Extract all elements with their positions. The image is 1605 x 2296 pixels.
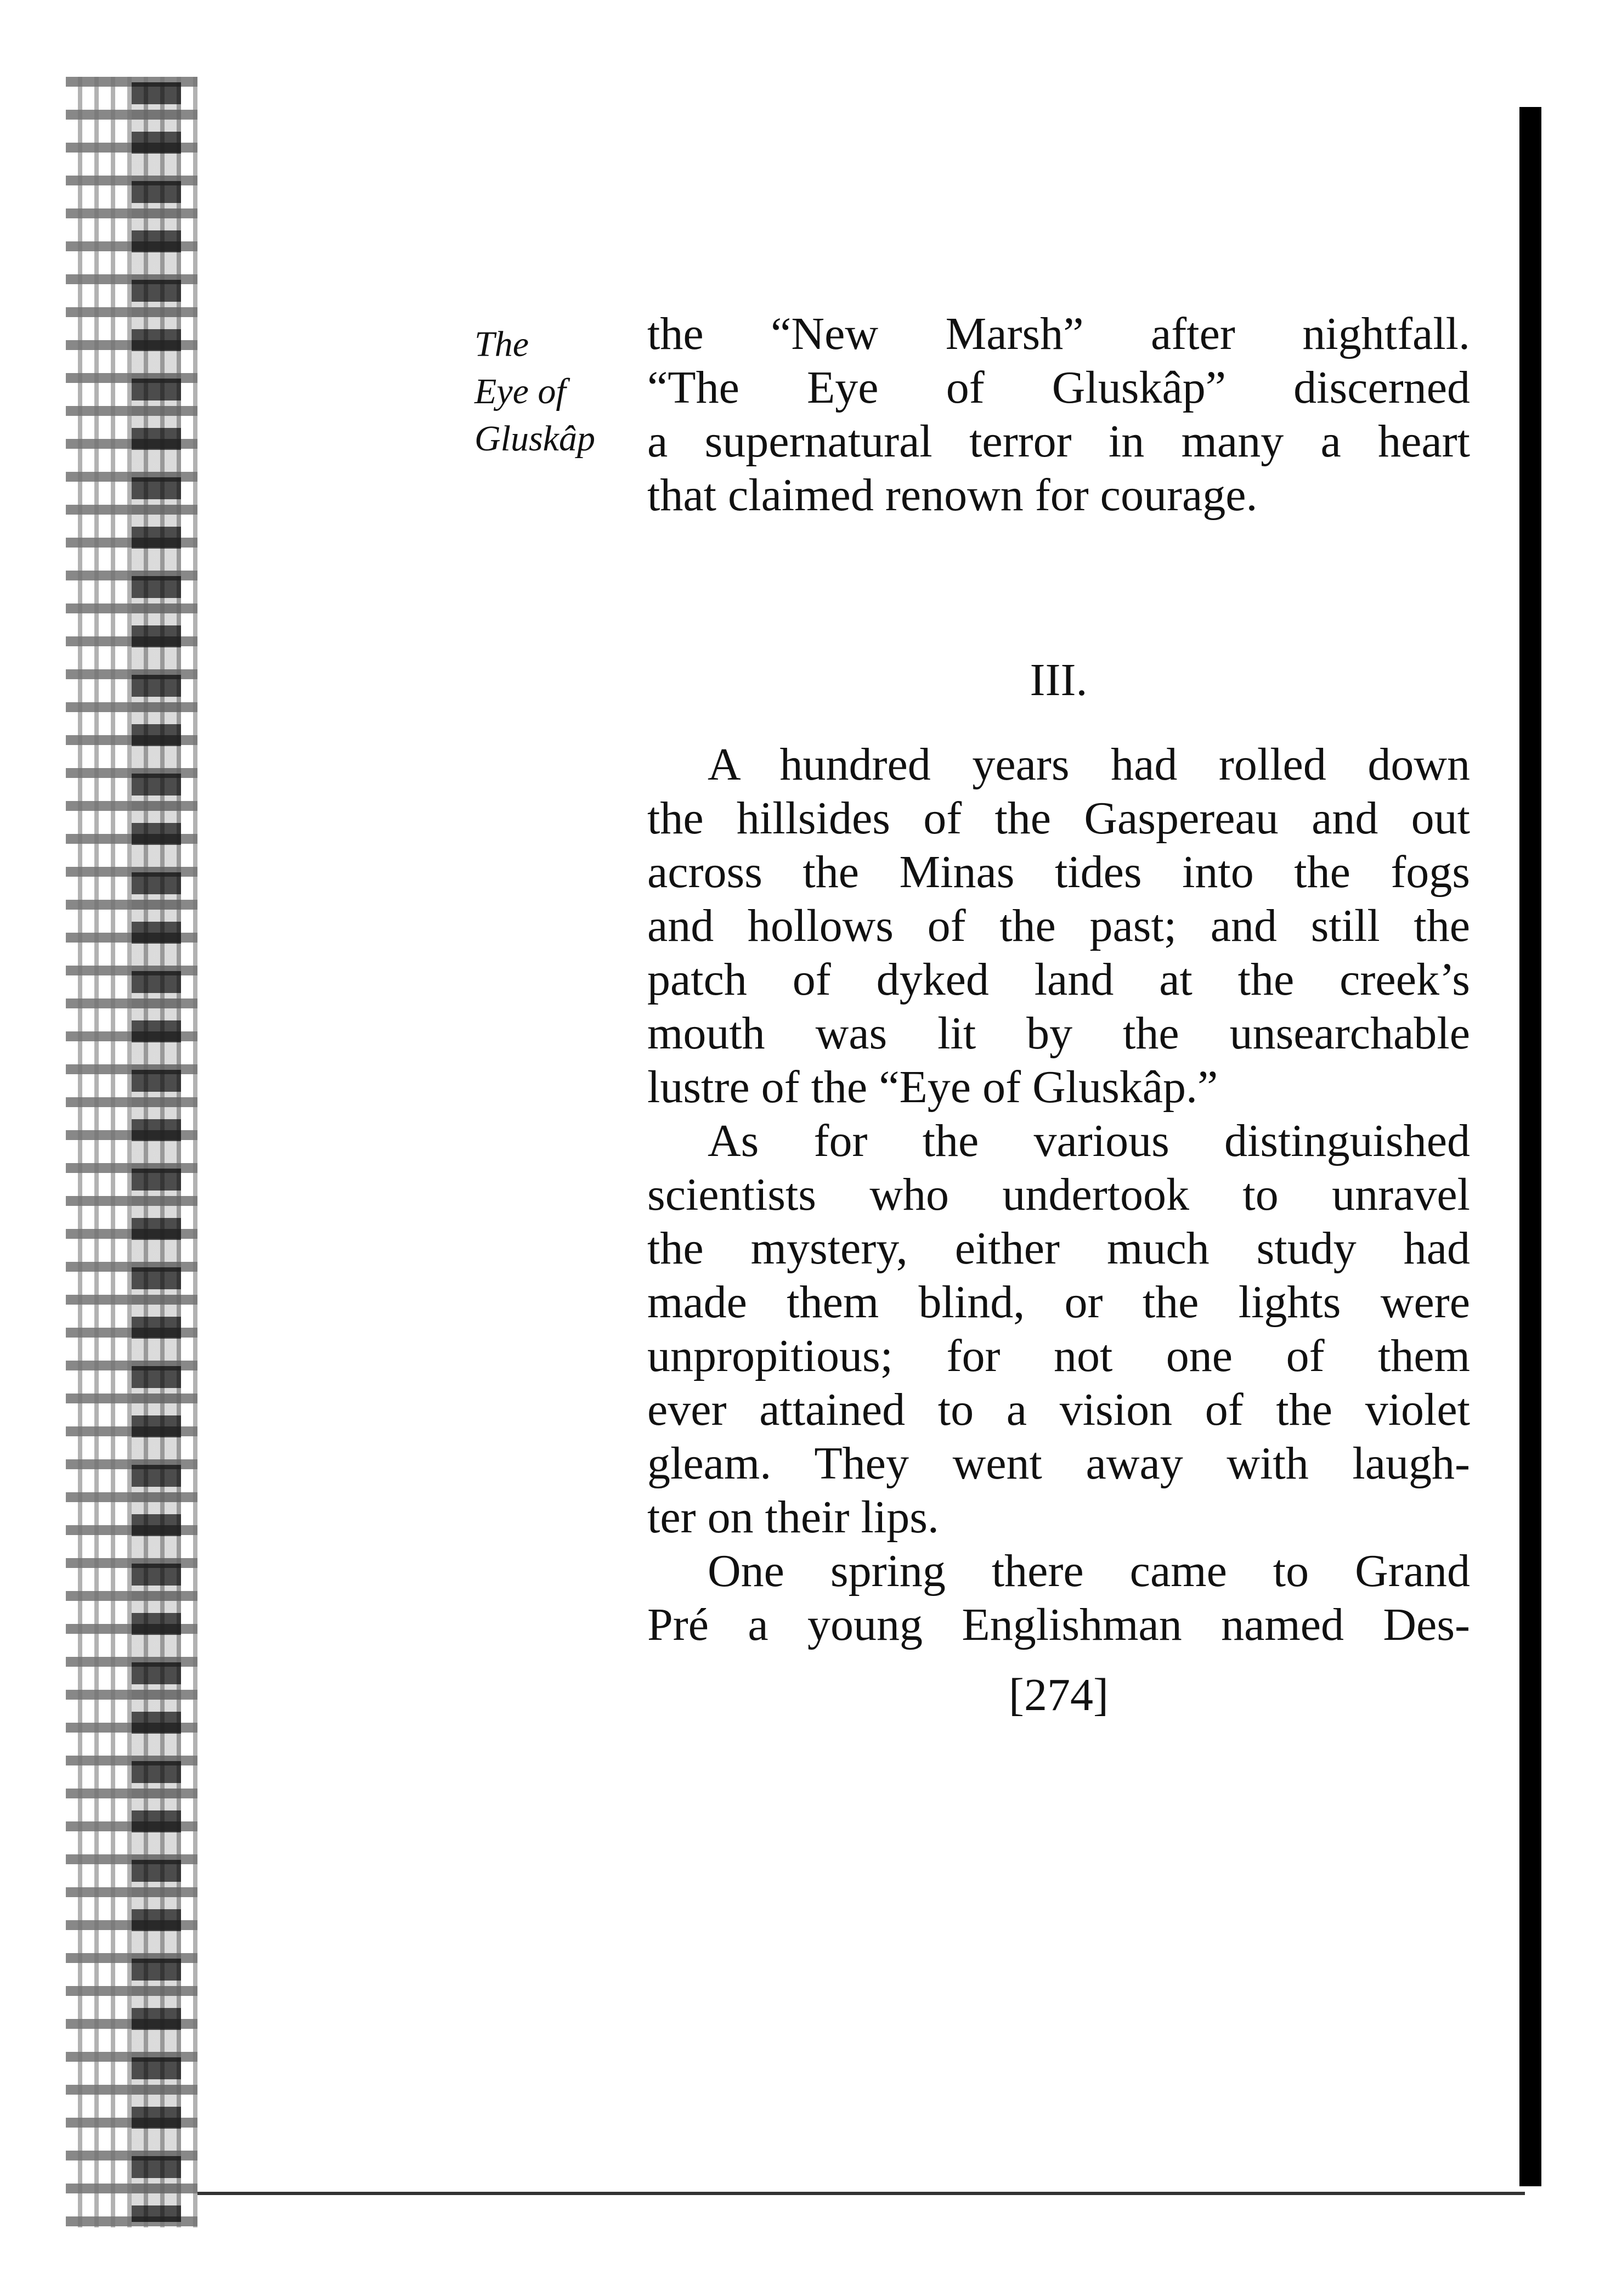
body-text — [647, 738, 1470, 1652]
scanned-binding-shadow — [132, 82, 181, 2222]
section-heading: III. — [1030, 655, 1088, 706]
text-line: made them blind, or the lights were — [647, 1277, 1470, 1328]
text-line: mouth was lit by the unsearchable — [647, 1008, 1470, 1059]
text-line: ter on their lips. — [647, 1492, 939, 1543]
text-line: One spring there came to Grand — [708, 1545, 1470, 1597]
text-line: unpropitious; for not one of them — [647, 1330, 1470, 1381]
text-line: the hillsides of the Gaspereau and out — [647, 793, 1470, 844]
marginal-note-line: Gluskâp — [474, 419, 595, 459]
intro-paragraph — [647, 307, 1470, 522]
paragraph — [647, 738, 1470, 1114]
text-line: the “New Marsh” after nightfall. — [647, 308, 1470, 359]
text-line: patch of dyked land at the creek’s — [647, 954, 1470, 1005]
text-line: gleam. They went away with laugh- — [647, 1438, 1470, 1489]
paragraph — [647, 1114, 1470, 1544]
text-line: lustre of the “Eye of Gluskâp.” — [647, 1062, 1218, 1113]
text-line: the mystery, either much study had — [647, 1223, 1470, 1274]
text-line: As for the various distinguished — [708, 1115, 1470, 1166]
marginal-note-line: Eye of — [474, 371, 566, 411]
text-line: a supernatural terror in many a heart — [647, 416, 1470, 467]
text-line: and hollows of the past; and still the — [647, 900, 1470, 951]
text-line: ever attained to a vision of the violet — [647, 1384, 1470, 1435]
text-line: “The Eye of Gluskâp” discerned — [647, 362, 1470, 413]
page-number: [274] — [1009, 1669, 1109, 1720]
text-line: across the Minas tides into the fogs — [647, 847, 1470, 898]
text-line: scientists who undertook to unravel — [647, 1169, 1470, 1220]
text-line: A hundred years had rolled down — [708, 739, 1470, 790]
text-line: that claimed renown for courage. — [647, 470, 1258, 521]
marginal-note — [474, 321, 617, 462]
marginal-note-line: The — [474, 324, 529, 364]
scanned-right-edge-bar — [1519, 107, 1541, 2186]
scanned-bottom-edge — [197, 2192, 1525, 2195]
text-line: Pré a young Englishman named Des- — [647, 1599, 1470, 1650]
paragraph — [647, 1544, 1470, 1652]
